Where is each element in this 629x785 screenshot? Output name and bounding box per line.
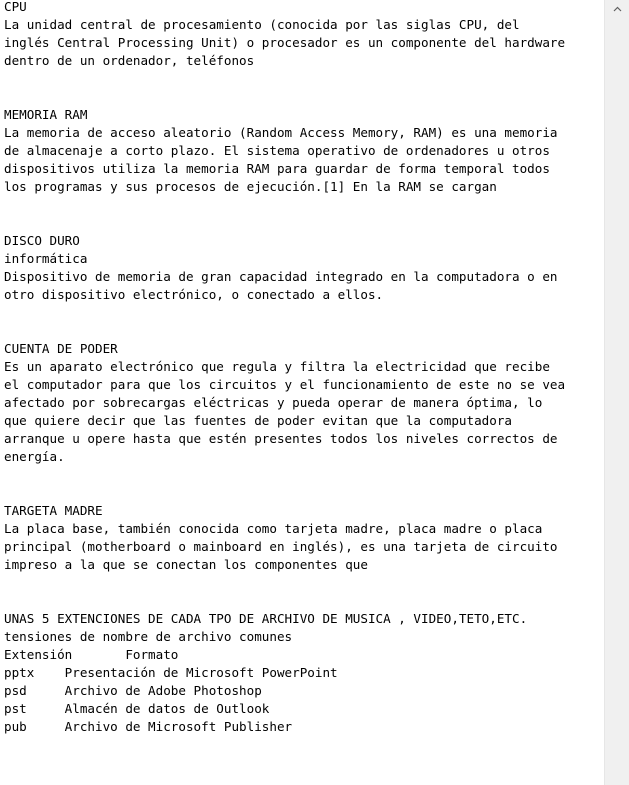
text-line: La memoria de acceso aleatorio (Random Access Memory, RAM) es una memoria xyxy=(4,125,558,140)
text-line: dentro de un ordenador, teléfonos xyxy=(4,53,255,68)
text-line: afectado por sobrecargas eléctricas y pueda operar de manera óptima, lo xyxy=(4,395,543,410)
text-line: Dispositivo de memoria de gran capacidad integrado en la computadora o en xyxy=(4,269,558,284)
text-line xyxy=(4,574,604,592)
text-line: DISCO DURO xyxy=(4,233,80,248)
text-line: pub Archivo de Microsoft Publisher xyxy=(4,719,293,734)
text-line: psd Archivo de Adobe Photoshop xyxy=(4,683,262,698)
text-line: CUENTA DE PODER xyxy=(4,341,118,356)
text-line: los programas y sus procesos de ejecución.[1] En la RAM se cargan xyxy=(4,179,497,194)
text-line: TARGETA MADRE xyxy=(4,503,103,518)
text-line: de almacenaje a corto plazo. El sistema operativo de ordenadores u otros xyxy=(4,143,550,158)
text-line xyxy=(4,70,604,88)
text-line: MEMORIA RAM xyxy=(4,107,88,122)
text-line xyxy=(4,466,604,484)
text-line: CPU xyxy=(4,0,27,14)
text-line xyxy=(4,196,604,214)
text-line xyxy=(4,322,604,340)
text-line: UNAS 5 EXTENCIONES DE CADA TPO DE ARCHIVO DE MUSICA , VIDEO,TETO,ETC. xyxy=(4,611,528,626)
text-line xyxy=(4,304,604,322)
text-line: energía. xyxy=(4,449,65,464)
text-line: Extensión Formato xyxy=(4,647,179,662)
text-line: inglés Central Processing Unit) o procesador es un componente del hardware xyxy=(4,35,566,50)
text-line: principal (motherboard o mainboard en inglés), es una tarjeta de circuito xyxy=(4,539,558,554)
text-line: dispositivos utiliza la memoria RAM para guardar de forma temporal todos xyxy=(4,161,550,176)
text-line: arranque u opere hasta que estén presentes todos los niveles correctos de xyxy=(4,431,558,446)
text-line: Es un aparato electrónico que regula y filtra la electricidad que recibe xyxy=(4,359,550,374)
text-line: La unidad central de procesamiento (conocida por las siglas CPU, del xyxy=(4,17,520,32)
text-line xyxy=(4,88,604,106)
text-line xyxy=(4,214,604,232)
text-line: La placa base, también conocida como tarjeta madre, placa madre o placa xyxy=(4,521,543,536)
text-line: que quiere decir que las fuentes de poder evitan que la computadora xyxy=(4,413,512,428)
chevron-up-icon xyxy=(613,6,622,12)
text-line: pst Almacén de datos de Outlook xyxy=(4,701,270,716)
vertical-scrollbar[interactable] xyxy=(604,0,629,785)
text-line: impreso a la que se conectan los componentes que xyxy=(4,557,368,572)
text-line: pptx Presentación de Microsoft PowerPoint xyxy=(4,665,338,680)
scroll-thumb[interactable] xyxy=(609,19,625,764)
text-line: otro dispositivo electrónico, o conectado a ellos. xyxy=(4,287,384,302)
text-line: tensiones de nombre de archivo comunes xyxy=(4,629,293,644)
text-line: el computador para que los circuitos y el funcionamiento de este no se vea xyxy=(4,377,566,392)
text-line: informática xyxy=(4,251,88,266)
scroll-up-button[interactable] xyxy=(605,0,629,17)
document-text[interactable] xyxy=(4,0,604,736)
text-line xyxy=(4,592,604,610)
text-line xyxy=(4,484,604,502)
